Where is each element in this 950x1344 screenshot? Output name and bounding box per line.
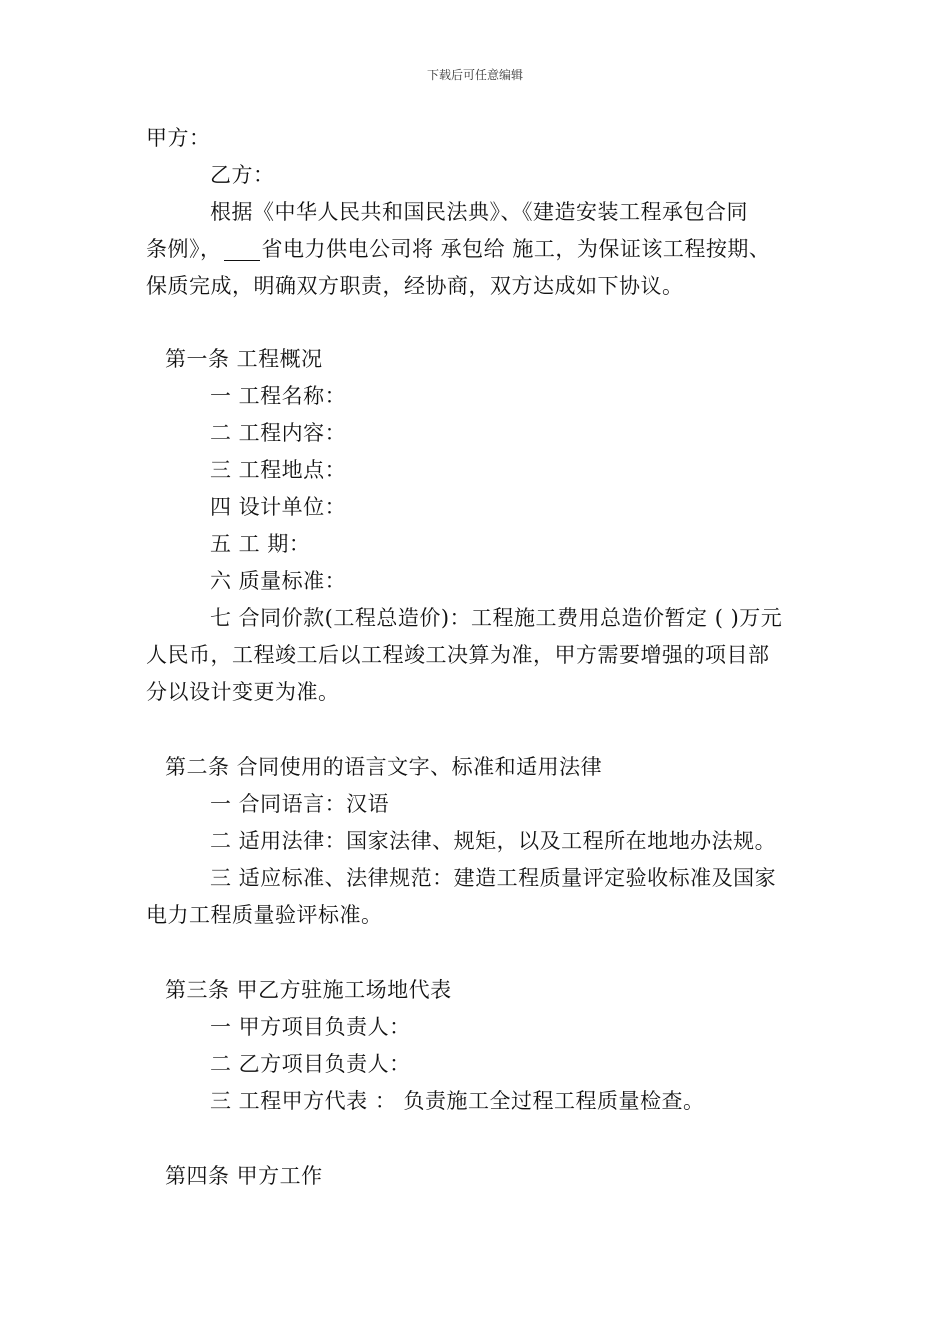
- article-1-item-1: 一 工程名称：: [210, 384, 347, 408]
- intro-paragraph-line-3: 保质完成，明确双方职责，经协商，双方达成如下协议。: [146, 274, 684, 298]
- article-1-item-5: 五 工 期：: [210, 532, 311, 556]
- article-4-title: 第四条 甲方工作: [165, 1164, 323, 1188]
- intro-paragraph-line-2: [146, 237, 770, 261]
- party-a-label: 甲方：: [146, 126, 211, 150]
- article-2-title: 第二条 合同使用的语言文字、标准和适用法律: [165, 755, 603, 779]
- article-1-item-7-line-1: 七 合同价款(工程总造价)：工程施工费用总造价暂定 ( )万元: [210, 606, 783, 630]
- article-2-item-1: 一 合同语言：汉语: [210, 792, 390, 816]
- article-1-item-4: 四 设计单位：: [210, 495, 347, 519]
- intro-paragraph-line-1: 根据《中华人民共和国民法典》、《建造安装工程承包合同: [210, 200, 748, 224]
- intro-paragraph-line-2a: 条例》，: [146, 237, 222, 261]
- page-header-note: 下载后可任意编辑: [426, 68, 523, 82]
- article-1-item-2: 二 工程内容：: [210, 421, 347, 445]
- party-b-label: 乙方：: [210, 163, 275, 187]
- article-3-item-3: 三 工程甲方代表 ： 负责施工全过程工程质量检查。: [210, 1089, 705, 1113]
- article-2-item-3-line-1: 三 适应标准、法律规范：建造工程质量评定验收标准及国家: [210, 866, 777, 890]
- article-3-item-1: 一 甲方项目负责人：: [210, 1015, 411, 1039]
- article-3-item-2: 二 乙方项目负责人：: [210, 1052, 411, 1076]
- article-3-title: 第三条 甲乙方驻施工场地代表: [165, 978, 452, 1002]
- province-blank-field: [224, 240, 260, 261]
- article-2-item-2: 二 适用法律：国家法律、规矩，以及工程所在地地办法规。: [210, 829, 777, 853]
- article-2-item-3-line-2: 电力工程质量验评标准。: [146, 903, 383, 927]
- article-1-item-6: 六 质量标准：: [210, 569, 347, 593]
- article-1-item-7-line-2: 人民币，工程竣工后以工程竣工决算为准，甲方需要增强的项目部: [146, 643, 770, 667]
- article-1-item-3: 三 工程地点：: [210, 458, 347, 482]
- article-1-item-7-line-3: 分以设计变更为准。: [146, 680, 340, 704]
- intro-paragraph-line-2b: 省电力供电公司将 承包给 施工，为保证该工程按期、: [261, 237, 771, 261]
- article-1-title: 第一条 工程概况: [165, 347, 323, 371]
